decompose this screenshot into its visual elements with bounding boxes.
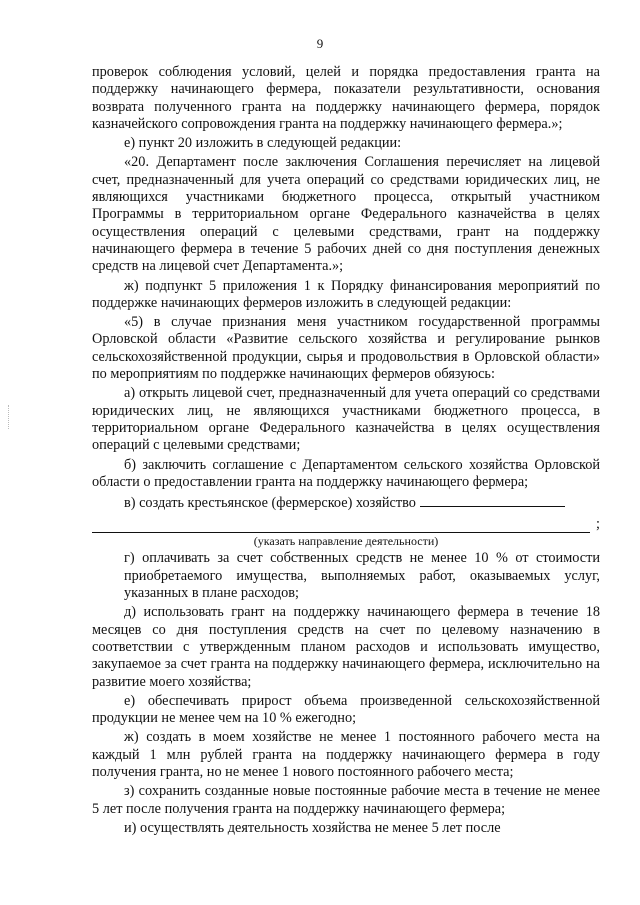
paragraph-item-zh-intro: ж) подпункт 5 приложения 1 к Порядку финансирования мероприятий по поддержке начинающих фермеров изложить в следующей редакции:: [92, 277, 600, 311]
fill-in-semicolon: ;: [596, 516, 600, 533]
paragraph-subclause-5: «5) в случае признания меня участником государственной программы Орловской области «Развитие сельского хозяйства и регулирование рынков сельскохозяйственной продукции, сырья и продовольствия в Орловской области» по мероприятиям по поддержке начинающих фермеров обязуюсь:: [92, 314, 600, 383]
paragraph-item-d: д) использовать грант на поддержку начинающего фермера в течение 18 месяцев со дня поступления средств на счет по целевому назначению в соответствии с утвержденным планом расходов и использовать имущество, закупаемое за счет гранта на поддержку начинающего фермера, исключительно на развитие моего хозяйства;: [92, 604, 600, 690]
page-number: 9: [316, 36, 324, 51]
document-body: [92, 64, 600, 837]
scan-margin-mark: [8, 405, 12, 429]
paragraph-clause-20: «20. Департамент после заключения Соглашения перечисляет на лицевой счет, предназначенный для учета операций со средствами юридических лиц, не являющихся участниками бюджетного процесса, открытый участником Программы в территориальном органе Федерального казначейства в целях осуществления операций с целевыми средствами, грант на поддержку начинающего фермера в течение 5 рабочих дней со дня поступления денежных средств на лицевой счет Департамента.»;: [92, 154, 600, 275]
fill-in-rule: [92, 520, 590, 533]
paragraph-item-z: з) сохранить созданные новые постоянные рабочие места в течение не менее 5 лет после получения гранта на поддержку начинающего фермера;: [92, 783, 600, 817]
paragraph-item-g: г) оплачивать за счет собственных средств не менее 10 % от стоимости приобретаемого имущества, выполняемых работ, оказываемых услуг, указанных в плане расходов;: [124, 550, 600, 602]
paragraph-item-v-text: в) создать крестьянское (фермерское) хозяйство: [124, 495, 416, 512]
paragraph-item-e: е) обеспечивать прирост объема произведенной сельскохозяйственной продукции не менее чем на 10 % ежегодно;: [92, 692, 600, 727]
paragraph-item-e-intro: е) пункт 20 изложить в следующей редакции:: [124, 135, 402, 152]
fill-in-caption: (указать направление деятельности): [253, 534, 439, 549]
paragraph-item-i: и) осуществлять деятельность хозяйства не менее 5 лет после: [124, 819, 501, 836]
paragraph-continuation: проверок соблюдения условий, целей и порядка предоставления гранта на поддержку начинающего фермера, показатели результативности, основания возврата полученного гранта на поддержку начинающего фермера, порядок казначейского сопровождения гранта на поддержку начинающего фермера.»;: [92, 64, 600, 132]
paragraph-item-v: [92, 493, 600, 512]
fill-in-blank-line: [420, 493, 565, 507]
paragraph-item-b: б) заключить соглашение с Департаментом сельского хозяйства Орловской области о предоставлении гранта на поддержку начинающего фермера;: [92, 456, 600, 490]
fill-in-full-line: [92, 516, 600, 533]
paragraph-item-a: а) открыть лицевой счет, предназначенный для учета операций со средствами юридических лиц, не являющихся участниками бюджетного процесса, в территориальном органе Федерального казначейства в целях осуществления операций с целевыми средствами;: [92, 385, 600, 454]
paragraph-item-zh: ж) создать в моем хозяйстве не менее 1 постоянного рабочего места на каждый 1 млн рублей гранта на поддержку начинающего фермера в году получения гранта, но не менее 1 нового постоянного рабочего места;: [92, 729, 600, 780]
